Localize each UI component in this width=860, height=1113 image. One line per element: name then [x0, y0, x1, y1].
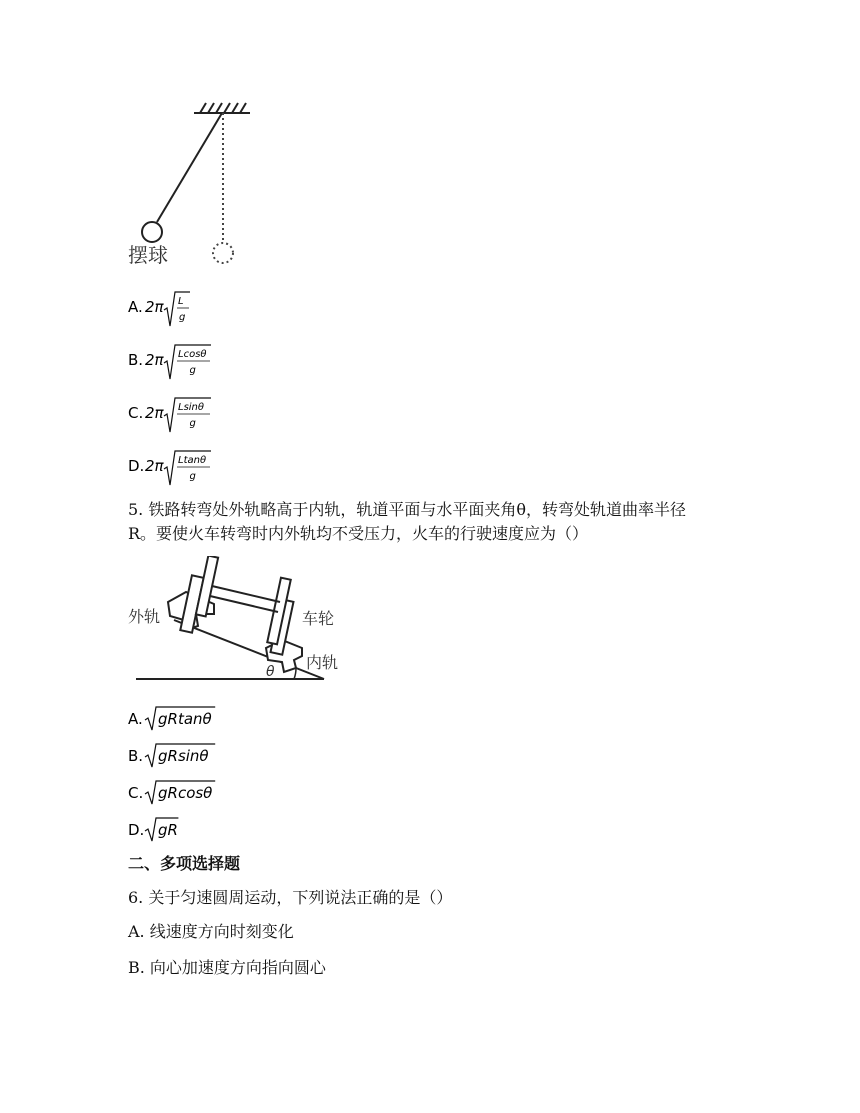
fraction-denominator: g — [189, 471, 196, 482]
q6-option-b: B. 向心加速度方向指向圆心 — [128, 958, 326, 977]
q4-option — [128, 394, 268, 442]
fraction-numerator: Lcosθ — [178, 349, 207, 360]
angle-arc — [294, 668, 296, 679]
pendulum-figure — [120, 95, 260, 275]
fraction-numerator: Lsinθ — [178, 402, 205, 413]
ball-label: 摆球 — [128, 243, 168, 267]
q5-option — [128, 741, 248, 775]
q5-stem-line2: R。要使火车转弯时内外轨均不受压力，火车的行驶速度应为（） — [128, 524, 589, 543]
q4-option-formula — [128, 394, 268, 438]
fraction-numerator: L — [178, 296, 184, 307]
q5-option-formula — [128, 704, 248, 734]
option-letter: D. — [128, 821, 145, 839]
q5-option — [128, 815, 248, 849]
option-coefficient: 2π — [145, 298, 164, 316]
option-coefficient: 2π — [145, 404, 164, 422]
wheel-label: 车轮 — [302, 609, 335, 628]
q6-option-a: A. 线速度方向时刻变化 — [128, 922, 294, 941]
fraction-denominator: g — [189, 365, 196, 376]
q5-option — [128, 704, 248, 738]
option-letter: C. — [128, 404, 144, 422]
option-letter: D. — [128, 457, 145, 475]
q6-stem: 6. 关于匀速圆周运动，下列说法正确的是（） — [128, 888, 453, 907]
angle-label: θ — [266, 664, 275, 680]
pendulum-ball — [142, 222, 162, 242]
q4-option-formula — [128, 288, 268, 332]
fraction-numerator: Ltanθ — [178, 455, 207, 466]
fraction-denominator: g — [189, 418, 196, 429]
q4-option — [128, 288, 268, 336]
q4-option-formula — [128, 447, 268, 491]
section-title: 二、多项选择题 — [128, 854, 241, 873]
option-letter: B. — [128, 747, 144, 765]
equilibrium-dotted-ball — [213, 243, 233, 263]
radicand: gRtanθ — [158, 710, 212, 728]
option-letter: B. — [128, 351, 144, 369]
option-coefficient: 2π — [145, 457, 164, 475]
radicand: gRcosθ — [158, 784, 213, 802]
option-letter: C. — [128, 784, 144, 802]
option-coefficient: 2π — [145, 351, 164, 369]
q5-stem-line1: 5. 铁路转弯处外轨略高于内轨，轨道平面与水平面夹角θ，转弯处轨道曲率半径 — [128, 500, 686, 519]
pendulum-string — [157, 113, 222, 222]
outer-rail-label: 外轨 — [128, 607, 161, 626]
q5-option-formula — [128, 741, 248, 771]
radicand: gR — [158, 821, 178, 839]
option-letter: A. — [128, 298, 143, 316]
inner-rail-label: 内轨 — [306, 653, 339, 672]
fraction-denominator: g — [179, 312, 186, 323]
radical-sign — [164, 292, 190, 326]
q5-option-formula — [128, 815, 248, 845]
ceiling-hatch — [194, 103, 250, 113]
railway-figure — [126, 556, 356, 690]
q4-option — [128, 447, 268, 495]
q4-option — [128, 341, 268, 389]
q5-option-formula — [128, 778, 248, 808]
q4-option-formula — [128, 341, 268, 385]
q5-option — [128, 778, 248, 812]
radicand: gRsinθ — [158, 747, 209, 765]
option-letter: A. — [128, 710, 143, 728]
